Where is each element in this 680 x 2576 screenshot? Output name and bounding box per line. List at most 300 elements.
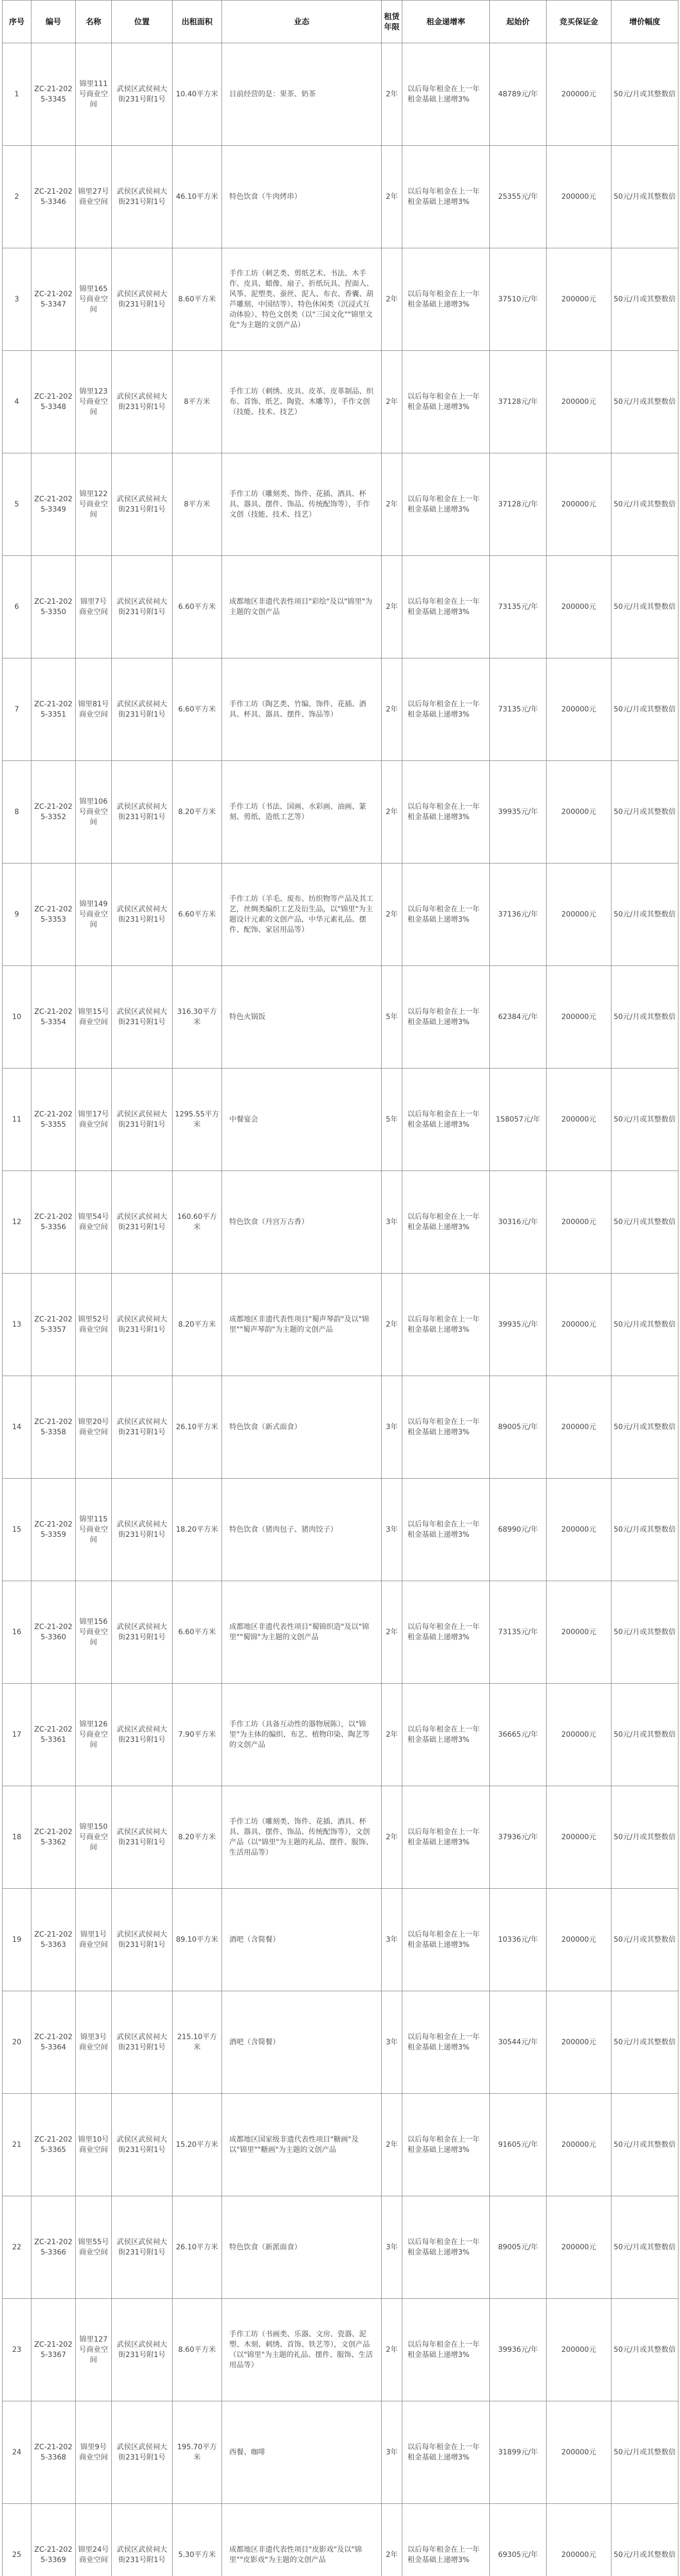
cell-location: 武侯区武侯祠大街231号附1号 <box>112 1069 173 1171</box>
cell-years: 3年 <box>382 2401 402 2504</box>
table-row <box>3 453 678 556</box>
cell-step: 50元/月或其整数倍 <box>611 1479 678 1581</box>
cell-rate: 以后每年租金在上一年租金基础上递增3% <box>402 351 490 453</box>
cell-use: 特色饮食（新派面食） <box>222 2196 382 2299</box>
cell-use: 特色火锅饭 <box>222 966 382 1069</box>
cell-start-price: 89005元/年 <box>490 1376 547 1479</box>
cell-code: ZC-21-2025-3363 <box>31 1889 76 1991</box>
cell-use: 手作工坊（陶艺类、竹编、饰件、花插、酒具、杯具、器具、摆件、饰品等） <box>222 658 382 761</box>
cell-location: 武侯区武侯祠大街231号附1号 <box>112 761 173 863</box>
cell-area: 6.60平方米 <box>173 556 222 658</box>
cell-code: ZC-21-2025-3352 <box>31 761 76 863</box>
cell-name: 锦里55号商业空间 <box>76 2196 112 2299</box>
cell-name: 锦里127号商业空间 <box>76 2299 112 2401</box>
cell-rate: 以后每年租金在上一年租金基础上递增3% <box>402 2299 490 2401</box>
cell-step: 50元/月或其整数倍 <box>611 1581 678 1684</box>
table-header-row <box>3 1 678 43</box>
cell-area: 26.10平方米 <box>173 1376 222 1479</box>
cell-name: 锦里115号商业空间 <box>76 1479 112 1581</box>
table-row <box>3 1581 678 1684</box>
cell-code: ZC-21-2025-3365 <box>31 2094 76 2196</box>
cell-name: 锦里54号商业空间 <box>76 1171 112 1274</box>
cell-years: 2年 <box>382 556 402 658</box>
cell-use: 酒吧（含简餐） <box>222 1889 382 1991</box>
cell-code: ZC-21-2025-3347 <box>31 248 76 351</box>
col-header-use: 业态 <box>222 1 382 43</box>
cell-seq: 6 <box>3 556 31 658</box>
cell-years: 2年 <box>382 1684 402 1786</box>
cell-code: ZC-21-2025-3364 <box>31 1991 76 2094</box>
table-row <box>3 248 678 351</box>
cell-years: 2年 <box>382 761 402 863</box>
table-row <box>3 1069 678 1171</box>
cell-step: 50元/月或其整数倍 <box>611 1171 678 1274</box>
cell-seq: 2 <box>3 146 31 248</box>
cell-step: 50元/月或其整数倍 <box>611 966 678 1069</box>
table-row <box>3 761 678 863</box>
cell-step: 50元/月或其整数倍 <box>611 351 678 453</box>
cell-years: 3年 <box>382 1171 402 1274</box>
cell-code: ZC-21-2025-3345 <box>31 43 76 146</box>
cell-use: 特色饮食（猪肉包子、猪肉饺子） <box>222 1479 382 1581</box>
col-header-rate: 租金递增率 <box>402 1 490 43</box>
cell-area: 15.20平方米 <box>173 2094 222 2196</box>
cell-location: 武侯区武侯祠大街231号附1号 <box>112 863 173 966</box>
cell-seq: 13 <box>3 1274 31 1376</box>
cell-years: 3年 <box>382 1991 402 2094</box>
cell-deposit: 200000元 <box>547 2401 611 2504</box>
cell-use: 手作工坊（刺绣、皮具、皮革、皮革制品、织布、首饰、纸艺、陶瓷、木雕等），手作文创（技能、技术、技艺） <box>222 351 382 453</box>
cell-seq: 3 <box>3 248 31 351</box>
cell-code: ZC-21-2025-3351 <box>31 658 76 761</box>
cell-step: 50元/月或其整数倍 <box>611 453 678 556</box>
col-header-step: 增价幅度 <box>611 1 678 43</box>
cell-rate: 以后每年租金在上一年租金基础上递增3% <box>402 1376 490 1479</box>
cell-step: 50元/月或其整数倍 <box>611 556 678 658</box>
cell-use: 手作工坊（雕刻类、饰件、花插、酒具、杯具、器具、摆件、饰品、传统配饰等），文创产品（以"锦里"为主题的礼品、摆件、服饰、生活用品等） <box>222 1786 382 1889</box>
cell-area: 316.30平方米 <box>173 966 222 1069</box>
cell-code: ZC-21-2025-3353 <box>31 863 76 966</box>
cell-code: ZC-21-2025-3368 <box>31 2401 76 2504</box>
cell-start-price: 37128元/年 <box>490 351 547 453</box>
cell-rate: 以后每年租金在上一年租金基础上递增3% <box>402 1684 490 1786</box>
cell-area: 6.60平方米 <box>173 863 222 966</box>
cell-seq: 19 <box>3 1889 31 1991</box>
cell-use: 成都地区非遗代表性项目"蜀锦织造"及以"锦里""蜀锦"为主题的文创产品 <box>222 1581 382 1684</box>
cell-rate: 以后每年租金在上一年租金基础上递增3% <box>402 146 490 248</box>
cell-name: 锦里1号商业空间 <box>76 1889 112 1991</box>
cell-use: 特色饮食（新式面食） <box>222 1376 382 1479</box>
cell-deposit: 200000元 <box>547 863 611 966</box>
cell-location: 武侯区武侯祠大街231号附1号 <box>112 966 173 1069</box>
cell-location: 武侯区武侯祠大街231号附1号 <box>112 1376 173 1479</box>
cell-deposit: 200000元 <box>547 2094 611 2196</box>
cell-use: 手作工坊（书法、国画、水彩画、油画、篆刻、剪纸、造纸工艺等） <box>222 761 382 863</box>
cell-seq: 20 <box>3 1991 31 2094</box>
table-row <box>3 1889 678 1991</box>
cell-start-price: 31899元/年 <box>490 2401 547 2504</box>
cell-start-price: 62384元/年 <box>490 966 547 1069</box>
cell-use: 特色饮食（丹宫万古香） <box>222 1171 382 1274</box>
table-row <box>3 1376 678 1479</box>
cell-start-price: 37510元/年 <box>490 248 547 351</box>
cell-step: 50元/月或其整数倍 <box>611 761 678 863</box>
cell-years: 2年 <box>382 2299 402 2401</box>
cell-rate: 以后每年租金在上一年租金基础上递增3% <box>402 453 490 556</box>
cell-area: 195.70平方米 <box>173 2401 222 2504</box>
cell-years: 2年 <box>382 1274 402 1376</box>
cell-use: 特色饮食（牛肉烤串） <box>222 146 382 248</box>
cell-use: 成都地区非遗代表性项目"彩绘"及以"锦里"为主题的文创产品 <box>222 556 382 658</box>
cell-use: 西餐、咖啡 <box>222 2401 382 2504</box>
cell-use: 手作工坊（刺艺类、剪纸艺术、书法、木手作、皮具、蜡像、扇子、折纸玩具、捏面人、风筝、泥塑类、蚕丝、泥人、布衣、香囊、葫芦雕刻、中国结等）、特色休闲类（沉浸式互动体验）、特色文创类（以"三国文化""锦里文化"为主题的文创产品） <box>222 248 382 351</box>
cell-start-price: 91605元/年 <box>490 2094 547 2196</box>
cell-deposit: 200000元 <box>547 1376 611 1479</box>
table-row <box>3 556 678 658</box>
cell-code: ZC-21-2025-3369 <box>31 2504 76 2576</box>
cell-location: 武侯区武侯祠大街231号附1号 <box>112 1581 173 1684</box>
cell-code: ZC-21-2025-3361 <box>31 1684 76 1786</box>
cell-years: 2年 <box>382 863 402 966</box>
cell-start-price: 36665元/年 <box>490 1684 547 1786</box>
cell-rate: 以后每年租金在上一年租金基础上递增3% <box>402 863 490 966</box>
cell-step: 50元/月或其整数倍 <box>611 2401 678 2504</box>
cell-area: 10.40平方米 <box>173 43 222 146</box>
cell-deposit: 200000元 <box>547 1581 611 1684</box>
cell-years: 2年 <box>382 658 402 761</box>
cell-use: 成都地区国家级非遗代表性项目"糖画"及以"锦里""糖画"为主题的文创产品 <box>222 2094 382 2196</box>
cell-area: 89.10平方米 <box>173 1889 222 1991</box>
cell-name: 锦里52号商业空间 <box>76 1274 112 1376</box>
cell-rate: 以后每年租金在上一年租金基础上递增3% <box>402 658 490 761</box>
cell-area: 6.60平方米 <box>173 1581 222 1684</box>
cell-rate: 以后每年租金在上一年租金基础上递增3% <box>402 2401 490 2504</box>
table-row <box>3 2504 678 2576</box>
cell-name: 锦里111号商业空间 <box>76 43 112 146</box>
cell-years: 5年 <box>382 1069 402 1171</box>
cell-years: 2年 <box>382 1786 402 1889</box>
cell-location: 武侯区武侯祠大街231号附1号 <box>112 43 173 146</box>
cell-step: 50元/月或其整数倍 <box>611 863 678 966</box>
cell-step: 50元/月或其整数倍 <box>611 658 678 761</box>
cell-deposit: 200000元 <box>547 43 611 146</box>
cell-seq: 5 <box>3 453 31 556</box>
cell-years: 3年 <box>382 2196 402 2299</box>
table-row <box>3 863 678 966</box>
cell-rate: 以后每年租金在上一年租金基础上递增3% <box>402 1171 490 1274</box>
table-row <box>3 1684 678 1786</box>
cell-seq: 21 <box>3 2094 31 2196</box>
cell-code: ZC-21-2025-3355 <box>31 1069 76 1171</box>
cell-seq: 7 <box>3 658 31 761</box>
cell-location: 武侯区武侯祠大街231号附1号 <box>112 1991 173 2094</box>
cell-rate: 以后每年租金在上一年租金基础上递增3% <box>402 2504 490 2576</box>
cell-start-price: 39935元/年 <box>490 761 547 863</box>
cell-years: 2年 <box>382 1581 402 1684</box>
cell-step: 50元/月或其整数倍 <box>611 1991 678 2094</box>
cell-start-price: 30316元/年 <box>490 1171 547 1274</box>
cell-rate: 以后每年租金在上一年租金基础上递增3% <box>402 1274 490 1376</box>
cell-start-price: 69305元/年 <box>490 2504 547 2576</box>
cell-code: ZC-21-2025-3358 <box>31 1376 76 1479</box>
cell-start-price: 30544元/年 <box>490 1991 547 2094</box>
cell-location: 武侯区武侯祠大街231号附1号 <box>112 2401 173 2504</box>
cell-rate: 以后每年租金在上一年租金基础上递增3% <box>402 761 490 863</box>
cell-location: 武侯区武侯祠大街231号附1号 <box>112 453 173 556</box>
cell-code: ZC-21-2025-3366 <box>31 2196 76 2299</box>
cell-step: 50元/月或其整数倍 <box>611 2196 678 2299</box>
cell-start-price: 25355元/年 <box>490 146 547 248</box>
cell-area: 8.20平方米 <box>173 1274 222 1376</box>
lots-table-body <box>3 43 678 2576</box>
cell-name: 锦里17号商业空间 <box>76 1069 112 1171</box>
cell-use: 成都地区非遗代表性项目"皮影戏"及以"锦里""皮影戏"为主题的文创产品 <box>222 2504 382 2576</box>
lots-table <box>2 0 678 2576</box>
cell-seq: 18 <box>3 1786 31 1889</box>
cell-deposit: 200000元 <box>547 351 611 453</box>
cell-step: 50元/月或其整数倍 <box>611 43 678 146</box>
cell-step: 50元/月或其整数倍 <box>611 1274 678 1376</box>
col-header-start-price: 起始价 <box>490 1 547 43</box>
cell-code: ZC-21-2025-3360 <box>31 1581 76 1684</box>
cell-name: 锦里27号商业空间 <box>76 146 112 248</box>
cell-start-price: 89005元/年 <box>490 2196 547 2299</box>
cell-years: 2年 <box>382 351 402 453</box>
cell-location: 武侯区武侯祠大街231号附1号 <box>112 658 173 761</box>
table-row <box>3 1171 678 1274</box>
cell-seq: 15 <box>3 1479 31 1581</box>
table-row <box>3 2401 678 2504</box>
col-header-name: 名称 <box>76 1 112 43</box>
cell-start-price: 68990元/年 <box>490 1479 547 1581</box>
cell-start-price: 48789元/年 <box>490 43 547 146</box>
table-row <box>3 966 678 1069</box>
cell-location: 武侯区武侯祠大街231号附1号 <box>112 351 173 453</box>
cell-seq: 24 <box>3 2401 31 2504</box>
cell-location: 武侯区武侯祠大街231号附1号 <box>112 2299 173 2401</box>
cell-area: 8.60平方米 <box>173 248 222 351</box>
cell-step: 50元/月或其整数倍 <box>611 248 678 351</box>
table-row <box>3 146 678 248</box>
cell-years: 3年 <box>382 1479 402 1581</box>
cell-area: 8.60平方米 <box>173 2299 222 2401</box>
cell-start-price: 37936元/年 <box>490 1786 547 1889</box>
cell-name: 锦里81号商业空间 <box>76 658 112 761</box>
cell-seq: 25 <box>3 2504 31 2576</box>
cell-code: ZC-21-2025-3354 <box>31 966 76 1069</box>
cell-start-price: 10336元/年 <box>490 1889 547 1991</box>
cell-name: 锦里10号商业空间 <box>76 2094 112 2196</box>
cell-deposit: 200000元 <box>547 1889 611 1991</box>
cell-name: 锦里9号商业空间 <box>76 2401 112 2504</box>
cell-code: ZC-21-2025-3359 <box>31 1479 76 1581</box>
table-row <box>3 2299 678 2401</box>
cell-deposit: 200000元 <box>547 1786 611 1889</box>
cell-location: 武侯区武侯祠大街231号附1号 <box>112 1274 173 1376</box>
cell-deposit: 200000元 <box>547 1274 611 1376</box>
cell-use: 手作工坊（书画类、乐器、文房、瓷器、泥塑、木刻、刺绣、首饰、铁艺等），文创产品（以"锦里"为主题的礼品、摆件、服饰、生活用品等） <box>222 2299 382 2401</box>
cell-step: 50元/月或其整数倍 <box>611 1786 678 1889</box>
cell-rate: 以后每年租金在上一年租金基础上递增3% <box>402 43 490 146</box>
cell-area: 18.20平方米 <box>173 1479 222 1581</box>
table-row <box>3 351 678 453</box>
cell-start-price: 37128元/年 <box>490 453 547 556</box>
cell-name: 锦里24号商业空间 <box>76 2504 112 2576</box>
cell-name: 锦里126号商业空间 <box>76 1684 112 1786</box>
cell-location: 武侯区武侯祠大街231号附1号 <box>112 146 173 248</box>
cell-rate: 以后每年租金在上一年租金基础上递增3% <box>402 556 490 658</box>
table-row <box>3 658 678 761</box>
cell-name: 锦里20号商业空间 <box>76 1376 112 1479</box>
cell-location: 武侯区武侯祠大街231号附1号 <box>112 1684 173 1786</box>
cell-location: 武侯区武侯祠大街231号附1号 <box>112 2504 173 2576</box>
cell-use: 中餐宴会 <box>222 1069 382 1171</box>
cell-location: 武侯区武侯祠大街231号附1号 <box>112 1786 173 1889</box>
cell-seq: 4 <box>3 351 31 453</box>
cell-code: ZC-21-2025-3346 <box>31 146 76 248</box>
cell-deposit: 200000元 <box>547 966 611 1069</box>
cell-step: 50元/月或其整数倍 <box>611 2299 678 2401</box>
cell-use: 手作工坊（雕刻类、饰件、花插、酒具、杯具、器具、摆件、饰品、传统配饰等），手作文创（技能、技术、技艺） <box>222 453 382 556</box>
cell-deposit: 200000元 <box>547 658 611 761</box>
cell-deposit: 200000元 <box>547 453 611 556</box>
cell-years: 5年 <box>382 966 402 1069</box>
cell-start-price: 73135元/年 <box>490 556 547 658</box>
cell-seq: 23 <box>3 2299 31 2401</box>
cell-years: 2年 <box>382 43 402 146</box>
cell-deposit: 200000元 <box>547 1069 611 1171</box>
cell-name: 锦里123号商业空间 <box>76 351 112 453</box>
cell-years: 2年 <box>382 453 402 556</box>
cell-code: ZC-21-2025-3350 <box>31 556 76 658</box>
cell-start-price: 39935元/年 <box>490 1274 547 1376</box>
cell-deposit: 200000元 <box>547 556 611 658</box>
table-row <box>3 1479 678 1581</box>
cell-seq: 12 <box>3 1171 31 1274</box>
cell-area: 8平方米 <box>173 453 222 556</box>
col-header-location: 位置 <box>112 1 173 43</box>
cell-seq: 9 <box>3 863 31 966</box>
cell-seq: 14 <box>3 1376 31 1479</box>
cell-location: 武侯区武侯祠大街231号附1号 <box>112 248 173 351</box>
cell-use: 成都地区非遗代表性项目"蜀声琴韵"及以"锦里""蜀声琴韵"为主题的文创产品 <box>222 1274 382 1376</box>
table-row <box>3 1991 678 2094</box>
cell-start-price: 73135元/年 <box>490 658 547 761</box>
cell-name: 锦里165号商业空间 <box>76 248 112 351</box>
cell-seq: 8 <box>3 761 31 863</box>
cell-start-price: 158057元/年 <box>490 1069 547 1171</box>
col-header-seq: 序号 <box>3 1 31 43</box>
cell-location: 武侯区武侯祠大街231号附1号 <box>112 556 173 658</box>
cell-rate: 以后每年租金在上一年租金基础上递增3% <box>402 1479 490 1581</box>
cell-area: 8平方米 <box>173 351 222 453</box>
cell-step: 50元/月或其整数倍 <box>611 1376 678 1479</box>
cell-rate: 以后每年租金在上一年租金基础上递增3% <box>402 1581 490 1684</box>
cell-step: 50元/月或其整数倍 <box>611 2094 678 2196</box>
cell-area: 6.60平方米 <box>173 658 222 761</box>
cell-seq: 11 <box>3 1069 31 1171</box>
cell-step: 50元/月或其整数倍 <box>611 146 678 248</box>
cell-name: 锦里15号商业空间 <box>76 966 112 1069</box>
cell-code: ZC-21-2025-3367 <box>31 2299 76 2401</box>
cell-code: ZC-21-2025-3362 <box>31 1786 76 1889</box>
cell-seq: 1 <box>3 43 31 146</box>
col-header-deposit: 竞买保证金 <box>547 1 611 43</box>
cell-rate: 以后每年租金在上一年租金基础上递增3% <box>402 2094 490 2196</box>
cell-name: 锦里149号商业空间 <box>76 863 112 966</box>
cell-seq: 17 <box>3 1684 31 1786</box>
cell-deposit: 200000元 <box>547 1684 611 1786</box>
cell-years: 3年 <box>382 1889 402 1991</box>
cell-location: 武侯区武侯祠大街231号附1号 <box>112 2094 173 2196</box>
cell-rate: 以后每年租金在上一年租金基础上递增3% <box>402 2196 490 2299</box>
cell-seq: 10 <box>3 966 31 1069</box>
table-row <box>3 2094 678 2196</box>
col-header-area: 出租面积 <box>173 1 222 43</box>
cell-years: 2年 <box>382 248 402 351</box>
cell-seq: 16 <box>3 1581 31 1684</box>
cell-name: 锦里122号商业空间 <box>76 453 112 556</box>
cell-use: 酒吧（含简餐） <box>222 1991 382 2094</box>
table-row <box>3 1274 678 1376</box>
cell-deposit: 200000元 <box>547 1479 611 1581</box>
cell-location: 武侯区武侯祠大街231号附1号 <box>112 1171 173 1274</box>
cell-rate: 以后每年租金在上一年租金基础上递增3% <box>402 1786 490 1889</box>
cell-name: 锦里7号商业空间 <box>76 556 112 658</box>
cell-years: 2年 <box>382 2094 402 2196</box>
cell-area: 1295.55平方米 <box>173 1069 222 1171</box>
cell-location: 武侯区武侯祠大街231号附1号 <box>112 1889 173 1991</box>
cell-code: ZC-21-2025-3357 <box>31 1274 76 1376</box>
cell-area: 26.10平方米 <box>173 2196 222 2299</box>
cell-rate: 以后每年租金在上一年租金基础上递增3% <box>402 1069 490 1171</box>
cell-start-price: 37136元/年 <box>490 863 547 966</box>
cell-deposit: 200000元 <box>547 1171 611 1274</box>
cell-use: 手作工坊（羊毛、废布、纺织物等产品及其工艺，丝绸类编织工艺及衍生品，以"锦里"为主题设计元素的文创产品，中华元素礼品、摆件、配饰、家居用品等） <box>222 863 382 966</box>
cell-step: 50元/月或其整数倍 <box>611 1684 678 1786</box>
cell-area: 5.30平方米 <box>173 2504 222 2576</box>
cell-code: ZC-21-2025-3356 <box>31 1171 76 1274</box>
cell-step: 50元/月或其整数倍 <box>611 1889 678 1991</box>
cell-name: 锦里106号商业空间 <box>76 761 112 863</box>
col-header-code: 编号 <box>31 1 76 43</box>
cell-name: 锦里150号商业空间 <box>76 1786 112 1889</box>
cell-area: 7.90平方米 <box>173 1684 222 1786</box>
table-row <box>3 43 678 146</box>
cell-rate: 以后每年租金在上一年租金基础上递增3% <box>402 1889 490 1991</box>
cell-seq: 22 <box>3 2196 31 2299</box>
cell-area: 215.10平方米 <box>173 1991 222 2094</box>
cell-rate: 以后每年租金在上一年租金基础上递增3% <box>402 966 490 1069</box>
cell-rate: 以后每年租金在上一年租金基础上递增3% <box>402 248 490 351</box>
cell-rate: 以后每年租金在上一年租金基础上递增3% <box>402 1991 490 2094</box>
table-row <box>3 2196 678 2299</box>
cell-deposit: 200000元 <box>547 248 611 351</box>
cell-name: 锦里3号商业空间 <box>76 1991 112 2094</box>
cell-area: 8.20平方米 <box>173 1786 222 1889</box>
cell-deposit: 200000元 <box>547 1991 611 2094</box>
cell-step: 50元/月或其整数倍 <box>611 2504 678 2576</box>
cell-location: 武侯区武侯祠大街231号附1号 <box>112 2196 173 2299</box>
cell-deposit: 200000元 <box>547 2196 611 2299</box>
cell-step: 50元/月或其整数倍 <box>611 1069 678 1171</box>
cell-years: 2年 <box>382 146 402 248</box>
cell-area: 8.20平方米 <box>173 761 222 863</box>
cell-use: 目前经营的是：果茶、奶茶 <box>222 43 382 146</box>
cell-start-price: 39936元/年 <box>490 2299 547 2401</box>
cell-start-price: 73135元/年 <box>490 1581 547 1684</box>
cell-years: 3年 <box>382 1376 402 1479</box>
